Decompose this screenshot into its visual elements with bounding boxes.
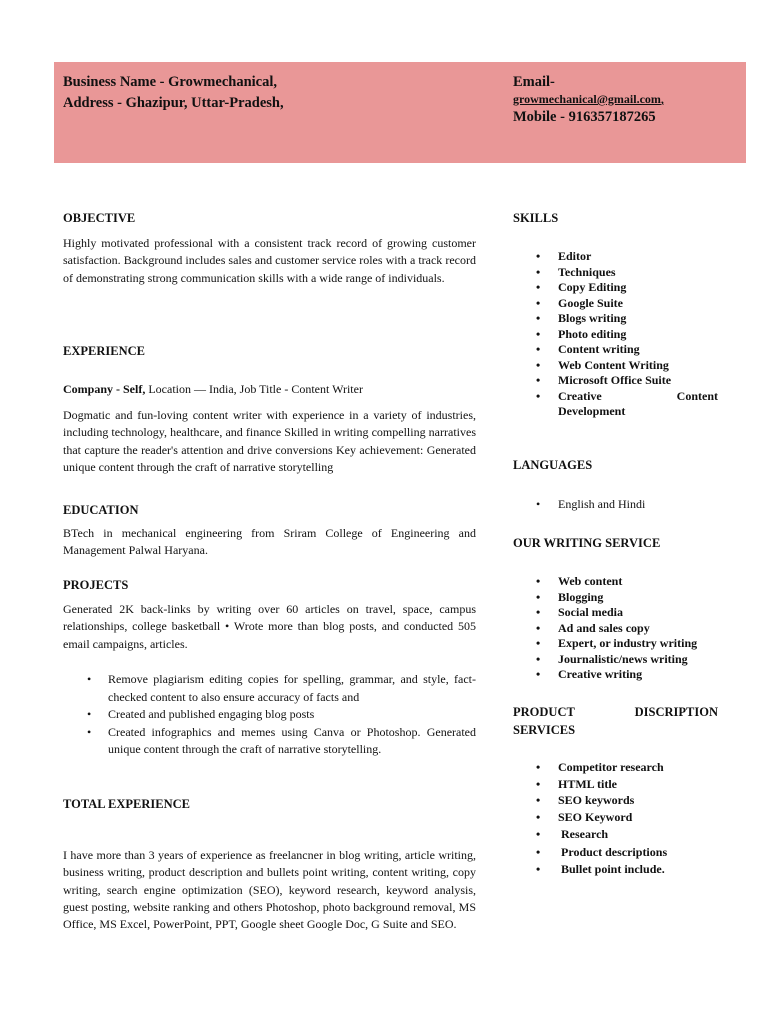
list-item: • Blogs writing <box>513 311 718 327</box>
languages-heading: LANGUAGES <box>513 458 593 472</box>
writing-service-list <box>513 574 718 683</box>
business-info <box>63 72 284 114</box>
list-item: • SEO keywords <box>513 792 718 809</box>
list-item: • Product descriptions <box>513 844 718 862</box>
skills-list <box>513 249 718 420</box>
list-item: • Photo editing <box>513 327 718 343</box>
skill-creative: • Creative <box>558 388 602 403</box>
list-item: • Creative writing <box>513 667 718 683</box>
list-item: • Created and published engaging blog posts <box>63 706 476 724</box>
projects-text: Generated 2K back-links by writing over 60 articles on travel, space, campus relationships, college basketball • Wrote more than blog posts, and conducted 505 email campaigns, articles. <box>63 602 476 651</box>
business-name: Business Name - Growmechanical, <box>63 74 278 90</box>
list-item: • Techniques <box>513 265 718 281</box>
list-item: • Competitor research <box>513 759 718 776</box>
objective-text: Highly motivated professional with a consistent track record of growing customer satisfaction. Background includes sales and customer service roles with a track record of demonstrating strong communication skills with a wide range of individuals. <box>63 236 476 285</box>
contact-header <box>54 62 746 163</box>
list-item: • Remove plagiarism editing copies for spelling, grammar, and style, fact-checked content to also ensure accuracy of facts and <box>63 671 476 706</box>
total-experience-heading: TOTAL EXPERIENCE <box>63 797 191 811</box>
list-item: • Editor <box>513 249 718 265</box>
email-label: Email- <box>513 74 555 90</box>
mobile-number: Mobile - 916357187265 <box>513 109 656 125</box>
list-item <box>513 389 718 420</box>
writing-service-heading: OUR WRITING SERVICE <box>513 536 661 550</box>
contact-info <box>513 72 664 127</box>
education-heading: EDUCATION <box>63 503 139 517</box>
list-item: • Content writing <box>513 342 718 358</box>
list-item: • Microsoft Office Suite <box>513 373 718 389</box>
email-line <box>513 92 664 106</box>
email-suffix: , <box>660 92 664 106</box>
list-item: • Google Suite <box>513 296 718 312</box>
list-item: • Social media <box>513 605 718 621</box>
list-item: • Expert, or industry writing <box>513 636 718 652</box>
total-experience-text: I have more than 3 years of experience as freelancner in blog writing, article writing, business writing, product description and bullets point writing, content writing, copy writing, search engine optimization (SEO), keyword research, keyword analysis, guest posting, website ranking and others Photoshop, photo background removal, MS Office, MS Excel, PowerPoint, PPT, Google sheet Google Doc, G Suite and SEO. <box>63 848 476 932</box>
skill-development: Development <box>558 404 626 418</box>
services-heading-word: SERVICES <box>513 723 576 737</box>
education-text: BTech in mechanical engineering from Sriram College of Engineering and Management Palwal Haryana. <box>63 526 476 558</box>
company-line <box>63 381 476 398</box>
list-item: • Copy Editing <box>513 280 718 296</box>
list-item: • Created infographics and memes using Canva or Photoshop. Generated unique content through the craft of narrative storytelling. <box>63 724 476 759</box>
list-item: • HTML title <box>513 776 718 793</box>
skill-content: Content <box>676 388 718 403</box>
company-name: Company - Self, <box>63 382 146 396</box>
list-item: • Web content <box>513 574 718 590</box>
business-address: Address - Ghazipur, Uttar-Pradesh, <box>63 95 284 111</box>
email-link[interactable]: growmechanical@gmail.com <box>513 92 661 106</box>
skills-heading: SKILLS <box>513 211 559 225</box>
list-item: • Blogging <box>513 590 718 606</box>
objective-heading: OBJECTIVE <box>63 211 136 225</box>
experience-text: Dogmatic and fun-loving content writer with experience in a variety of industries, including technology, healthcare, and finance Skilled in writing compelling narratives that capture the reader's attention and drive conversions Key achievement: Generated unique content through the craft of narrative storytelling <box>63 408 476 474</box>
languages-list <box>513 497 718 513</box>
company-details: Location — India, Job Title - Content Writer <box>145 382 363 396</box>
product-services-heading <box>513 703 718 739</box>
list-item: • Ad and sales copy <box>513 621 718 637</box>
list-item: • Web Content Writing <box>513 358 718 374</box>
list-item: • Bullet point include. <box>513 861 718 879</box>
list-item: • Journalistic/news writing <box>513 652 718 668</box>
list-item: • SEO Keyword <box>513 809 718 827</box>
projects-list <box>63 671 476 759</box>
discription-heading-word: DISCRIPTION <box>634 705 718 719</box>
product-heading-word: PRODUCT <box>513 705 575 719</box>
experience-heading: EXPERIENCE <box>63 344 145 358</box>
projects-heading: PROJECTS <box>63 578 129 592</box>
product-services-list <box>513 759 718 879</box>
list-item: • English and Hindi <box>513 497 718 513</box>
list-item: • Research <box>513 826 718 844</box>
